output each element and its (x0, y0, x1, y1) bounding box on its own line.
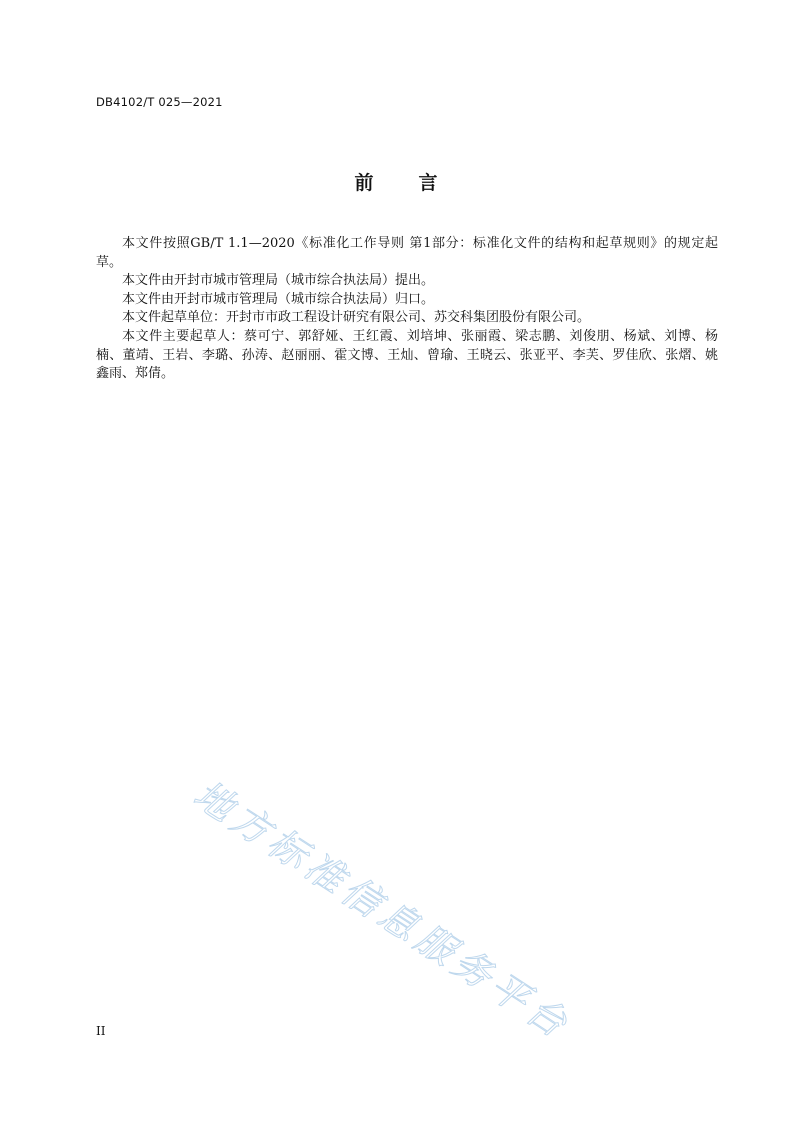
paragraph-drafters: 本文件主要起草人：蔡可宁、郭舒娅、王红霞、刘培坤、张丽霞、梁志鹏、刘俊朋、杨斌、刘博、杨楠、董靖、王岩、李璐、孙涛、赵丽丽、霍文博、王灿、曾瑜、王晓云、张亚平、李芙、罗佳欣、张熠、姚鑫雨、郑倩。 (96, 328, 718, 382)
paragraph-centralized-by: 本文件由开封市城市管理局（城市综合执法局）归口。 (122, 291, 435, 307)
foreword-body (96, 235, 718, 384)
document-code: DB4102/T 025—2021 (96, 95, 223, 109)
paragraph-drafting-basis: 本文件按照GB/T 1.1—2020《标准化工作导则 第1部分：标准化文件的结构和起草规则》的规定起草。 (96, 236, 718, 270)
page-number: II (96, 1024, 106, 1038)
title-char-2: 言 (418, 172, 439, 194)
page-title (0, 168, 793, 195)
paragraph-drafting-units: 本文件起草单位：开封市市政工程设计研究有限公司、苏交科集团股份有限公司。 (122, 310, 591, 326)
paragraph-proposed-by: 本文件由开封市城市管理局（城市综合执法局）提出。 (122, 273, 435, 289)
watermark: 地方标准信息服务平台 (186, 771, 580, 1049)
title-char-1: 前 (354, 172, 375, 194)
